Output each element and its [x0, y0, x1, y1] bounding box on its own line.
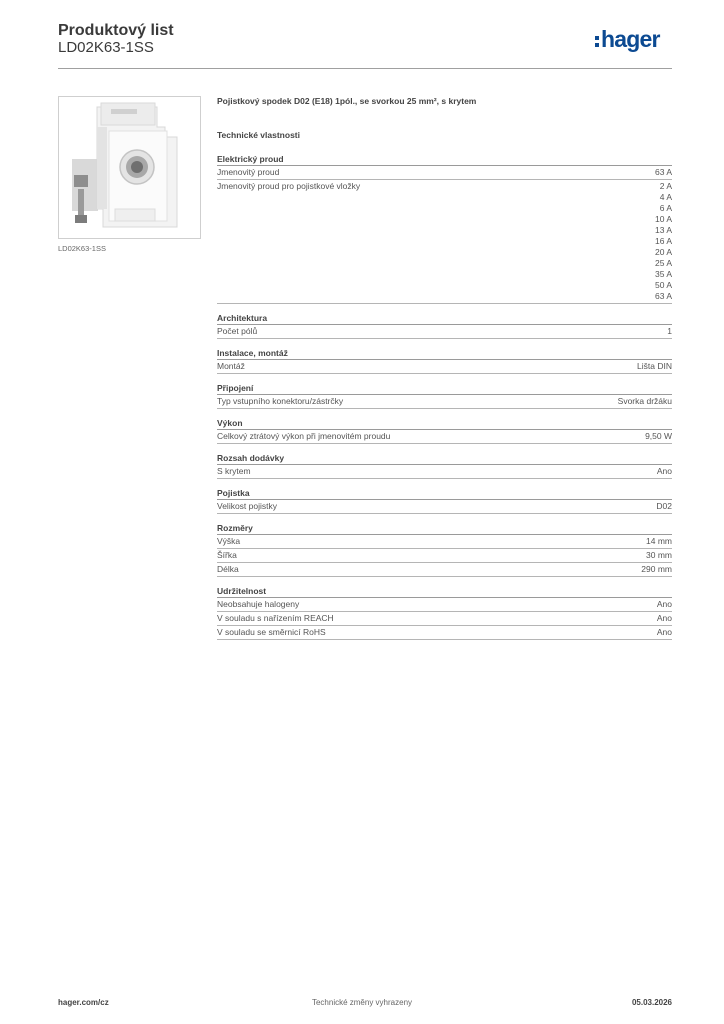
spec-group-title: Výkon — [217, 417, 672, 430]
image-caption: LD02K63-1SS — [58, 244, 106, 253]
spec-value: 25 A — [654, 258, 672, 268]
spec-group-title: Pojistka — [217, 487, 672, 500]
spec-group — [217, 522, 672, 577]
spec-value: Ano — [656, 613, 672, 623]
spec-group — [217, 312, 672, 339]
spec-row — [217, 360, 672, 374]
spec-values — [657, 466, 672, 477]
spec-value: 30 mm — [646, 550, 672, 560]
spec-row — [217, 180, 672, 304]
spec-values — [657, 613, 672, 624]
spec-values — [641, 564, 672, 575]
spec-group — [217, 487, 672, 514]
fuse-base-product-photo-icon — [59, 97, 200, 238]
spec-value: 9,50 W — [645, 431, 672, 441]
spec-values — [655, 167, 672, 178]
header-divider — [58, 68, 672, 69]
spec-row — [217, 465, 672, 479]
spec-value: 13 A — [654, 225, 672, 235]
spec-values — [667, 326, 672, 337]
spec-values — [656, 501, 672, 512]
spec-label: Šířka — [217, 550, 237, 560]
spec-row — [217, 626, 672, 640]
specifications — [217, 96, 672, 648]
spec-label: Jmenovitý proud pro pojistkové vložky — [217, 181, 361, 191]
spec-row — [217, 598, 672, 612]
spec-values — [655, 181, 672, 302]
spec-values — [645, 431, 672, 442]
spec-label: Délka — [217, 564, 239, 574]
spec-group-title: Připojení — [217, 382, 672, 395]
product-code: LD02K63-1SS — [58, 39, 154, 56]
spec-values — [657, 599, 672, 610]
spec-group — [217, 585, 672, 640]
spec-group — [217, 452, 672, 479]
spec-label: Výška — [217, 536, 241, 546]
spec-value: 35 A — [654, 269, 672, 279]
spec-label: V souladu se směrnicí RoHS — [217, 627, 326, 637]
spec-values — [646, 536, 672, 547]
spec-label: Montáž — [217, 361, 245, 371]
spec-label: Celkový ztrátový výkon při jmenovitém proudu — [217, 431, 391, 441]
spec-value: 2 A — [659, 181, 672, 191]
footer-date: 05.03.2026 — [631, 998, 672, 1007]
spec-row — [217, 395, 672, 409]
spec-value: Ano — [656, 466, 672, 476]
spec-group — [217, 153, 672, 304]
spec-label: Neobsahuje halogeny — [217, 599, 300, 609]
footer-website[interactable]: hager.com/cz — [58, 998, 109, 1007]
spec-group-title: Instalace, montáž — [217, 347, 672, 360]
spec-row — [217, 612, 672, 626]
spec-value: 1 — [667, 326, 672, 336]
spec-value: 10 A — [654, 214, 672, 224]
spec-groups — [217, 153, 672, 640]
spec-value: 6 A — [659, 203, 672, 213]
spec-row — [217, 166, 672, 180]
logo-text: hager — [601, 26, 660, 52]
spec-value: D02 — [656, 501, 672, 511]
spec-value: 290 mm — [641, 564, 672, 574]
spec-label: Počet pólů — [217, 326, 258, 336]
spec-group — [217, 347, 672, 374]
spec-value: 14 mm — [646, 536, 672, 546]
spec-value: 50 A — [654, 280, 672, 290]
spec-group — [217, 417, 672, 444]
spec-group-title: Rozsah dodávky — [217, 452, 672, 465]
spec-values — [657, 627, 672, 638]
section-heading: Technické vlastnosti — [217, 130, 300, 140]
spec-values — [618, 396, 672, 407]
spec-group-title: Rozměry — [217, 522, 672, 535]
spec-value: 63 A — [654, 291, 672, 301]
spec-label: Velikost pojistky — [217, 501, 277, 511]
spec-value: Ano — [656, 599, 672, 609]
product-description: Pojistkový spodek D02 (E18) 1pól., se svorkou 25 mm², s krytem — [217, 96, 477, 106]
spec-row — [217, 535, 672, 549]
spec-value: Lišta DIN — [637, 361, 672, 371]
spec-group-title: Udržitelnost — [217, 585, 672, 598]
spec-value: 63 A — [654, 167, 672, 177]
spec-row — [217, 563, 672, 577]
spec-values — [646, 550, 672, 561]
product-image — [58, 96, 201, 239]
spec-row — [217, 430, 672, 444]
spec-group — [217, 382, 672, 409]
spec-values — [637, 361, 672, 372]
spec-value: 20 A — [654, 247, 672, 257]
spec-group-title: Architektura — [217, 312, 672, 325]
spec-label: Typ vstupního konektoru/zástrčky — [217, 396, 344, 406]
page-title: Produktový list — [58, 22, 174, 39]
spec-label: S krytem — [217, 466, 251, 476]
spec-row — [217, 325, 672, 339]
spec-value: Ano — [656, 627, 672, 637]
spec-row — [217, 500, 672, 514]
spec-value: 4 A — [659, 192, 672, 202]
footer-disclaimer: Technické změny vyhrazeny — [311, 998, 413, 1007]
logo-dots-icon — [595, 36, 599, 47]
spec-value: 16 A — [654, 236, 672, 246]
spec-value: Svorka držáku — [617, 396, 672, 406]
hager-logo — [595, 28, 660, 51]
spec-label: Jmenovitý proud — [217, 167, 280, 177]
spec-row — [217, 549, 672, 563]
spec-label: V souladu s nařízením REACH — [217, 613, 334, 623]
spec-group-title: Elektrický proud — [217, 153, 672, 166]
